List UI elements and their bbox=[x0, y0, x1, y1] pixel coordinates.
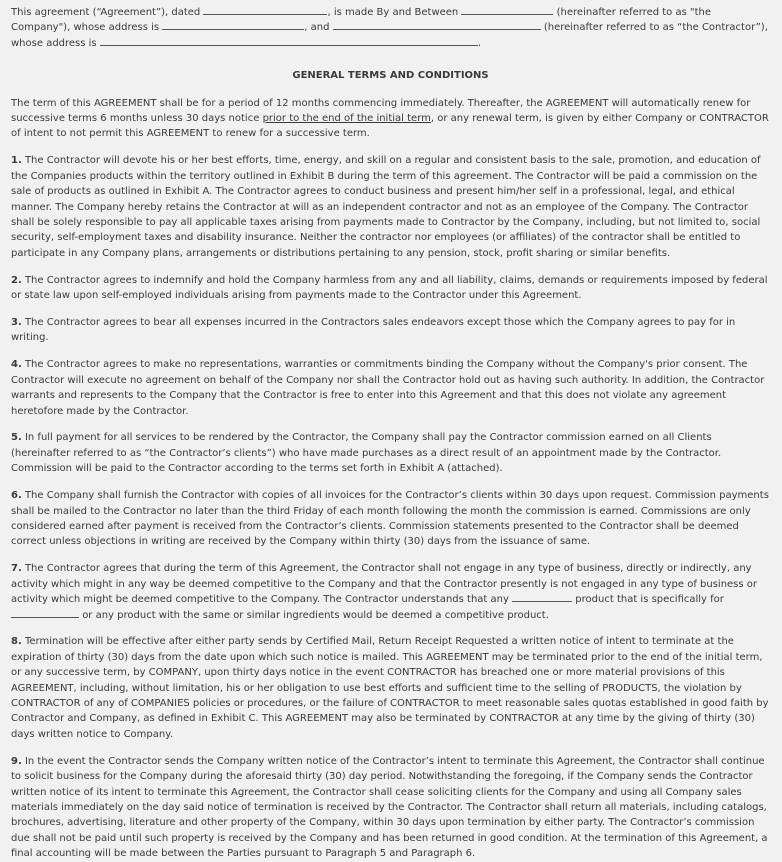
date-blank[interactable] bbox=[203, 5, 327, 15]
intro-text: address is bbox=[46, 37, 97, 49]
clause-text: or any product with the same or similar ingredients would be deemed a competitive product. bbox=[82, 609, 549, 621]
clause-3 bbox=[11, 315, 770, 346]
intro-text: . bbox=[477, 37, 482, 49]
clause-text: The Contractor will devote his or her best efforts, time, energy, and skill on a regular and consistent basis to the sale, promotion, and education of the Companies products within the territory outlined in Exhibit B during the term of this agreement. The Contractor will be paid a commission on the sale of products as outlined in Exhibit A. The Contractor agrees to conduct business and present him/her self in a professional, legal, and ethical manner. The Company hereby retains the Contractor at will as an independent contractor and not as an employee of the Company. The Contractor shall be solely responsible to pay all applicable taxes arising from payments made to Contractor by the Company, including, but not limited to, social security, self-employment taxes and disability insurance. Neither the contractor nor employees (or affiliates) of the contractor shall be entitled to participate in any Company plans, arrangements or distributions pertaining to any pension, stock, profit sharing or similar benefits. bbox=[11, 155, 761, 259]
clause-2 bbox=[11, 273, 770, 304]
clause-text: Termination will be effective after either party sends by Certified Mail, Return Receipt Requested a written notice of intent to terminate at the expiration of thirty (30) days from the date upon which such notice is mailed. This AGREEMENT may be terminated prior to the end of the initial term, or any successive term, by COMPANY, upon thirty days notice in the event CONTRACTOR has breached one or more material provisions of this AGREEMENT, including, without limitation, his or her obligation to use best efforts and sufficient time to the selling of PRODUCTS, the violation by CONTRACTOR of any of COMPANIES policies or procedures, or the failure of CONTRACTOR to meet reasonable sales quotas established in good faith by Contractor and Company, as defined in Exhibit C. This AGREEMENT may also be terminated by CONTRACTOR at any time by the giving of thirty (30) days written notice to Company. bbox=[11, 636, 769, 740]
contractor-address-blank[interactable] bbox=[100, 36, 478, 46]
intro-text: (hereinafter referred to as "the Company"), bbox=[11, 7, 711, 34]
clause-7 bbox=[11, 561, 770, 623]
clause-number: 4. bbox=[11, 359, 22, 371]
product-type-blank[interactable] bbox=[512, 592, 572, 602]
intro-text: (hereinafter referred to as “the Contractor”), whose bbox=[11, 22, 768, 49]
clause-text: product that is specifically for bbox=[575, 594, 724, 606]
clause-number: 8. bbox=[11, 636, 22, 648]
clause-text: The Contractor agrees that during the term of this Agreement, the Contractor shall not engage in any type of business, directly or indirectly, any activity which might in any way be deemed competitive to the Company and that the Contractor presently is not engaged in any type of business or activity which might be deemed competitive to the Company. The Contractor understands that any bbox=[11, 563, 758, 606]
clause-number: 7. bbox=[11, 563, 22, 575]
clause-number: 3. bbox=[11, 317, 22, 328]
intro-text: , and bbox=[304, 22, 330, 34]
clause-number: 9. bbox=[11, 755, 22, 767]
term-paragraph bbox=[11, 96, 770, 142]
clause-number: 2. bbox=[11, 274, 22, 286]
company-name-blank[interactable] bbox=[461, 5, 553, 15]
intro-text: , is made By and Between bbox=[327, 7, 459, 18]
clause-text: The Contractor agrees to make no representations, warranties or commitments binding the Company without the Company's prior consent. The Contractor will execute no agreement on behalf of the Company nor shall the Contractor hold out as having such authority. In addition, the Contractor warrants and represents to the Company that the Contractor is free to enter into this Agreement and that this does not violate any agreement heretofore made by the Contractor. bbox=[11, 359, 765, 417]
clause-text: The Contractor agrees to bear all expenses incurred in the Contractors sales endeavors except those which the Company agrees to pay for in writing. bbox=[11, 317, 736, 344]
term-text: , or any renewal term, is given by either Company or CONTRACTOR of intent to not permit this AGREEMENT to renew for a successive term. bbox=[11, 113, 769, 140]
term-underlined-text: prior to the end of the initial term bbox=[262, 113, 431, 125]
clause-4 bbox=[11, 357, 770, 419]
clause-6 bbox=[11, 488, 770, 550]
product-use-blank[interactable] bbox=[11, 608, 79, 618]
intro-text: whose address is bbox=[73, 22, 160, 34]
clause-text: The Contractor agrees to indemnify and hold the Company harmless from any and all liability, claims, demands or requirements imposed by federal or state law upon self-employed individuals arising from payments made to the Contractor under this Agreement. bbox=[11, 274, 768, 302]
clause-5 bbox=[11, 430, 770, 476]
clause-number: 5. bbox=[11, 432, 22, 444]
term-text: The term of this AGREEMENT shall be for a period of 12 months commencing immediately. Thereafter, the AGREEMENT will automatically renew for successive terms 6 months unless 30 days notice bbox=[11, 97, 751, 125]
clause-text: The Company shall furnish the Contractor with copies of all invoices for the Contractor’s clients within 30 days upon request. Commission payments shall be mailed to the Contractor no later than the third Friday of each month following the month the commission is earned. Commissions are only considered earned after payment is received from the Contractor’s clients. Commission statements presented to the Contractor shall be deemed correct unless objections in writing are received by the Company within thirty (30) days from the issuance of same. bbox=[11, 490, 769, 548]
intro-paragraph bbox=[11, 5, 770, 51]
contractor-name-blank[interactable] bbox=[333, 20, 541, 30]
intro-text: This agreement (“Agreement”), dated bbox=[11, 7, 201, 18]
clause-8 bbox=[11, 634, 770, 742]
clause-1 bbox=[11, 153, 770, 261]
clause-number: 6. bbox=[11, 490, 22, 502]
clause-9 bbox=[11, 754, 770, 862]
section-title: GENERAL TERMS AND CONDITIONS bbox=[292, 70, 489, 82]
clause-number: 1. bbox=[11, 155, 22, 167]
company-address-blank[interactable] bbox=[162, 20, 304, 30]
clause-text: In the event the Contractor sends the Company written notice of the Contractor’s intent to terminate this Agreement, the Contractor shall continue to solicit business for the Company during the aforesaid thirty (30) day period. Notwithstanding the foregoing, if the Company sends the Contractor written notice of its intent to terminate this Agreement, the Contractor shall cease soliciting clients for the Company and using all Company sales materials immediately on the day said notice of termination is received by the Contractor. The Contractor shall return all materials, including catalogs, brochures, advertising, literature and other property of the Company, within 30 days upon termination by either party. The Contractor’s commission due shall not be paid until such property is received by the Company and has been returned in good condition. At the termination of this Agreement, a final accounting will be made between the Parties pursuant to Paragraph 5 and Paragraph 6. bbox=[11, 755, 768, 860]
clause-text: In full payment for all services to be rendered by the Contractor, the Company shall pay the Contractor commission earned on all Clients (hereinafter referred to as “the Contractor’s clients”) who have made purchases as a direct result of an appointment made by the Contractor. Commission will be paid to the Contractor according to the terms set forth in Exhibit A (attached). bbox=[11, 432, 722, 475]
